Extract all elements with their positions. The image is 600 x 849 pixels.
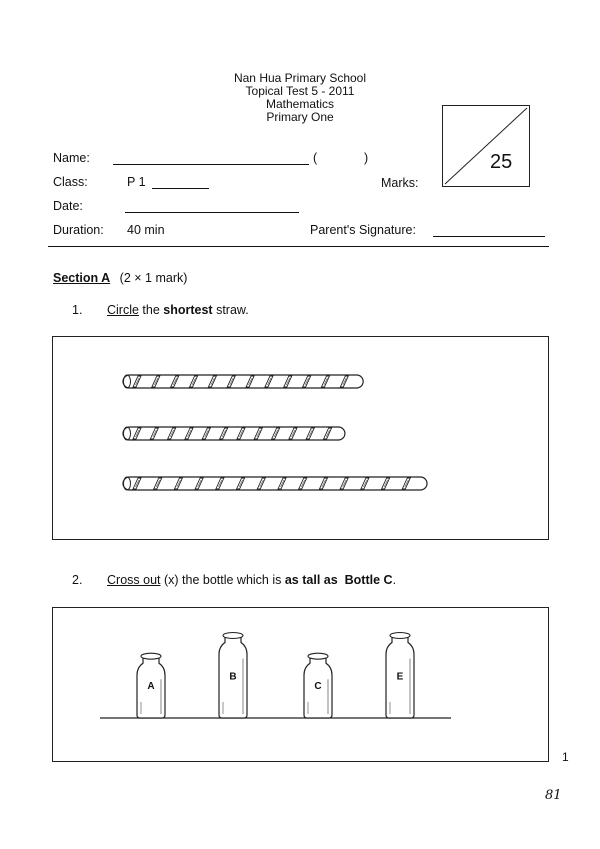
q2-bold1: as tall as bbox=[284, 573, 338, 587]
section-title: Section A bbox=[53, 271, 111, 285]
q2-text-b: . bbox=[392, 573, 397, 587]
q2-verb: Cross out bbox=[107, 573, 161, 587]
bottle-label: E bbox=[396, 671, 404, 683]
straw[interactable] bbox=[123, 477, 427, 490]
straw[interactable] bbox=[123, 375, 363, 388]
class-label: Class: bbox=[53, 175, 88, 189]
bottle-label: A bbox=[147, 680, 155, 692]
date-line[interactable] bbox=[125, 212, 299, 213]
bottle-c[interactable] bbox=[304, 653, 332, 718]
q1-text-a: the bbox=[138, 303, 164, 317]
q1-bold: shortest bbox=[163, 303, 213, 317]
subject: Mathematics bbox=[265, 97, 335, 111]
q2-frame bbox=[52, 607, 549, 762]
marks-box bbox=[442, 105, 530, 187]
q1-text-b: straw. bbox=[212, 303, 249, 317]
bottles-figure bbox=[53, 608, 548, 761]
straw[interactable] bbox=[123, 427, 345, 440]
bottle-label: C bbox=[314, 680, 322, 692]
marks-label: Marks: bbox=[381, 176, 419, 190]
page-number: 1 bbox=[562, 750, 569, 764]
marks-diagonal bbox=[443, 106, 529, 186]
date-label: Date: bbox=[53, 199, 83, 213]
signature-line[interactable] bbox=[433, 236, 545, 237]
q1-frame bbox=[52, 336, 549, 540]
q1-verb: Circle bbox=[107, 303, 139, 317]
bottle-b[interactable] bbox=[219, 633, 247, 719]
paren-open: ( bbox=[313, 151, 318, 165]
bottle-label: B bbox=[229, 671, 237, 683]
signature-label: Parent's Signature: bbox=[310, 223, 416, 237]
class-line[interactable] bbox=[152, 188, 209, 189]
q2-number: 2. bbox=[72, 573, 83, 587]
straws-figure bbox=[53, 337, 548, 539]
q2-text bbox=[107, 573, 396, 587]
marks-total: 25 bbox=[490, 151, 513, 173]
name-line[interactable] bbox=[113, 164, 309, 165]
class-value: P 1 bbox=[127, 175, 146, 189]
duration-value: 40 min bbox=[127, 223, 165, 237]
level: Primary One bbox=[266, 110, 334, 124]
school-name: Nan Hua Primary School bbox=[233, 71, 367, 85]
paren-close: ) bbox=[364, 151, 369, 165]
handwritten-note: 81 bbox=[545, 788, 562, 803]
name-label: Name: bbox=[53, 151, 90, 165]
bottle-e[interactable] bbox=[386, 633, 414, 719]
header-separator bbox=[48, 246, 549, 247]
q2-text-a: (x) the bottle which is bbox=[160, 573, 285, 587]
q1-text bbox=[107, 303, 249, 317]
duration-label: Duration: bbox=[53, 223, 104, 237]
q2-bold2: Bottle C bbox=[344, 573, 393, 587]
section-heading bbox=[53, 271, 187, 285]
test-title: Topical Test 5 - 2011 bbox=[245, 84, 355, 98]
bottle-a[interactable] bbox=[137, 653, 165, 718]
q1-number: 1. bbox=[72, 303, 83, 317]
section-marks: (2 × 1 mark) bbox=[119, 271, 188, 285]
